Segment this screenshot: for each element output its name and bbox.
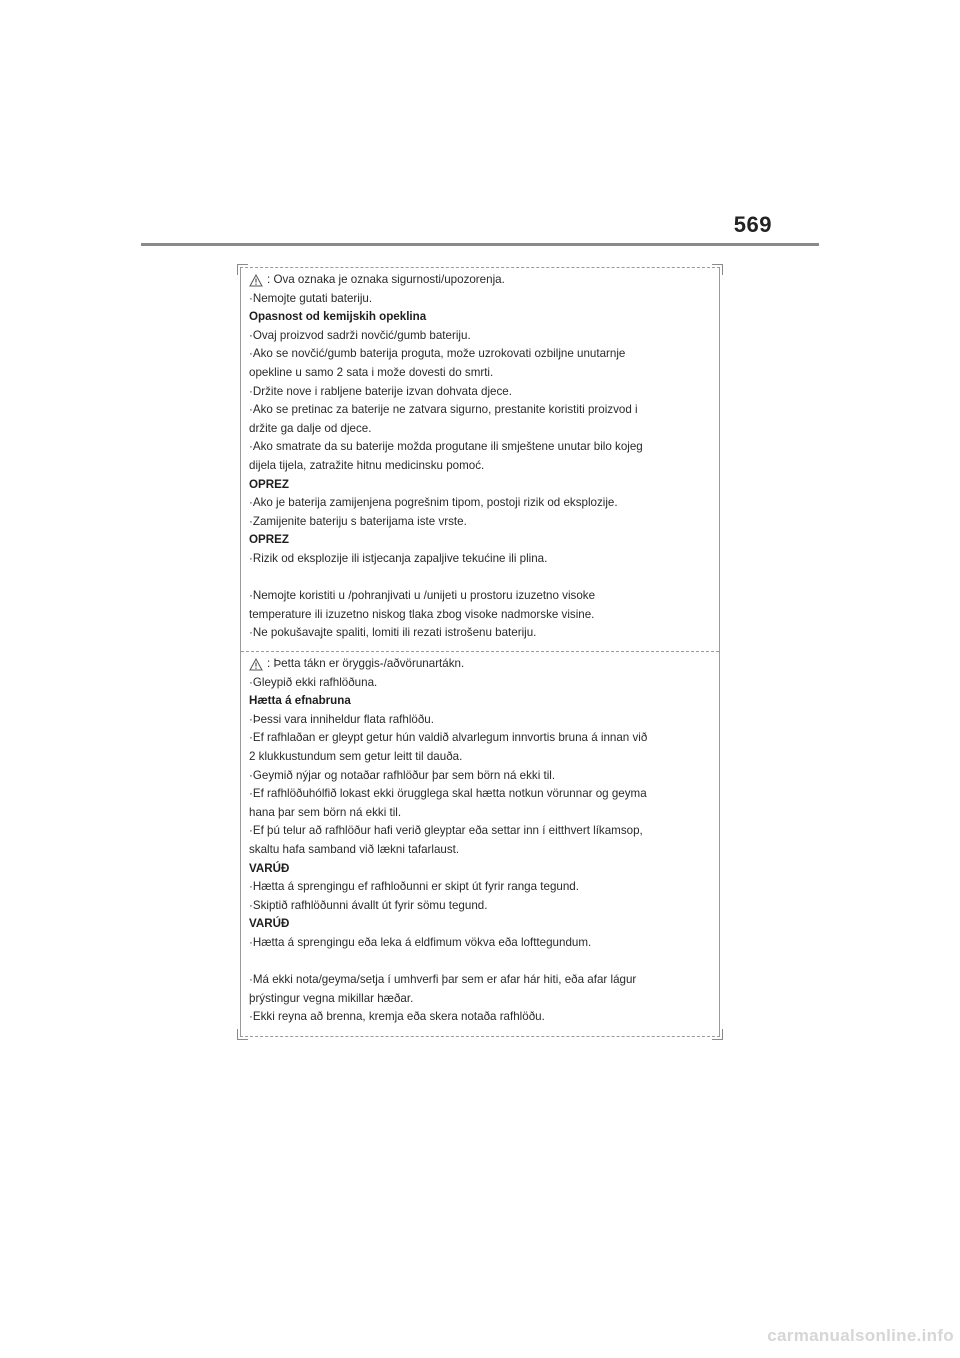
crop-mark (712, 264, 723, 275)
text-line: držite ga dalje od djece. (249, 421, 372, 435)
text-line: ·Gleypið ekki rafhlöðuna. (249, 675, 378, 689)
text-line: ·Ekki reyna að brenna, kremja eða skera notaða rafhlöðu. (249, 1010, 545, 1024)
text-line: temperature ili izuzetno niskog tlaka zbog visoke nadmorske visine. (249, 607, 595, 621)
section-heading: Hætta á efnabruna (249, 694, 351, 708)
text-line: ·Držite nove i rabljene baterije izvan dohvata djece. (249, 384, 512, 398)
text-line: ·Þessi vara inniheldur flata rafhlöðu. (249, 712, 434, 726)
text-line: ·Ef rafhlaðan er gleypt getur hún valdið alvarlegum innvortis bruna á innan við (249, 731, 648, 745)
symbol-note: : Ova oznaka je oznaka sigurnosti/upozorenja. (267, 273, 505, 286)
text-line: dijela tijela, zatražite hitnu medicinsku pomoć. (249, 458, 485, 472)
text-line: 2 klukkustundum sem getur leitt til dauða. (249, 749, 463, 763)
text-line: ·Hætta á sprengingu eða leka á eldfimum vökva eða lofttegundum. (249, 935, 592, 949)
text-line: opekline u samo 2 sata i može dovesti do smrti. (249, 365, 494, 379)
crop-mark (237, 264, 248, 275)
spacer (249, 953, 713, 972)
text-line: ·Ako se pretinac za baterije ne zatvara sigurno, prestanite koristiti proizvod i (249, 403, 638, 417)
crop-mark (237, 1029, 248, 1040)
text-line: ·Zamijenite bateriju s baterijama iste vrste. (249, 514, 467, 528)
text-line: ·Skiptið rafhlöðunni ávallt út fyrir sömu tegund. (249, 898, 488, 912)
caution-heading: OPREZ (249, 477, 289, 491)
text-line: skaltu hafa samband við lækni tafarlaust. (249, 842, 460, 856)
text-line: ·Ne pokušavajte spaliti, lomiti ili rezati istrošenu bateriju. (249, 626, 537, 640)
symbol-note-line (249, 655, 713, 674)
watermark: carmanualsonline.info (767, 1326, 954, 1345)
caution-heading: VARÚÐ (249, 917, 290, 931)
warning-section-icelandic (249, 655, 713, 1027)
text-line: ·Hætta á sprengingu ef rafhloðunni er skipt út fyrir ranga tegund. (249, 880, 579, 894)
symbol-note: : Þetta tákn er öryggis-/aðvörunartákn. (267, 657, 465, 670)
text-line: ·Nemojte koristiti u /pohranjivati u /unijeti u prostoru izuzetno visoke (249, 589, 596, 603)
section-heading: Opasnost od kemijskih opeklina (249, 310, 427, 324)
text-line: ·Ako smatrate da su baterije možda progutane ili smještene unutar bilo kojeg (249, 440, 643, 454)
warning-section-croatian (249, 271, 713, 643)
warning-triangle-icon (249, 658, 263, 671)
symbol-note-line (249, 271, 713, 290)
text-line: ·Má ekki nota/geyma/setja í umhverfi þar sem er afar hár hiti, eða afar lágur (249, 973, 637, 987)
text-line: ·Ako je baterija zamijenjena pogrešnim tipom, postoji rizik od eksplozije. (249, 496, 618, 510)
text-line: ·Rizik od eksplozije ili istjecanja zapaljive tekućine ili plina. (249, 551, 548, 565)
text-line: ·Ef rafhlöðuhólfið lokast ekki örugglega skal hætta notkun vörunnar og geyma (249, 787, 647, 801)
header-rule (141, 243, 819, 246)
caution-heading: VARÚÐ (249, 861, 290, 875)
text-line: hana þar sem börn ná ekki til. (249, 805, 402, 819)
text-line: þrýstingur vegna mikillar hæðar. (249, 991, 414, 1005)
crop-mark (712, 1029, 723, 1040)
scanned-label-box (240, 267, 720, 1037)
warning-triangle-icon (249, 274, 263, 287)
text-line: ·Ako se novčić/gumb baterija proguta, može uzrokovati ozbiljne unutarnje (249, 347, 626, 361)
text-line: ·Nemojte gutati bateriju. (249, 291, 373, 305)
section-divider (241, 651, 719, 652)
text-line: ·Ovaj proizvod sadrži novčić/gumb bateriju. (249, 328, 471, 342)
caution-heading: OPREZ (249, 533, 289, 547)
page-number: 569 (733, 212, 772, 237)
text-line: ·Ef þú telur að rafhlöður hafi verið gleyptar eða settar inn í eitthvert líkamsop, (249, 824, 643, 838)
text-line: ·Geymið nýjar og notaðar rafhlöður þar sem börn ná ekki til. (249, 768, 556, 782)
spacer (249, 569, 713, 588)
